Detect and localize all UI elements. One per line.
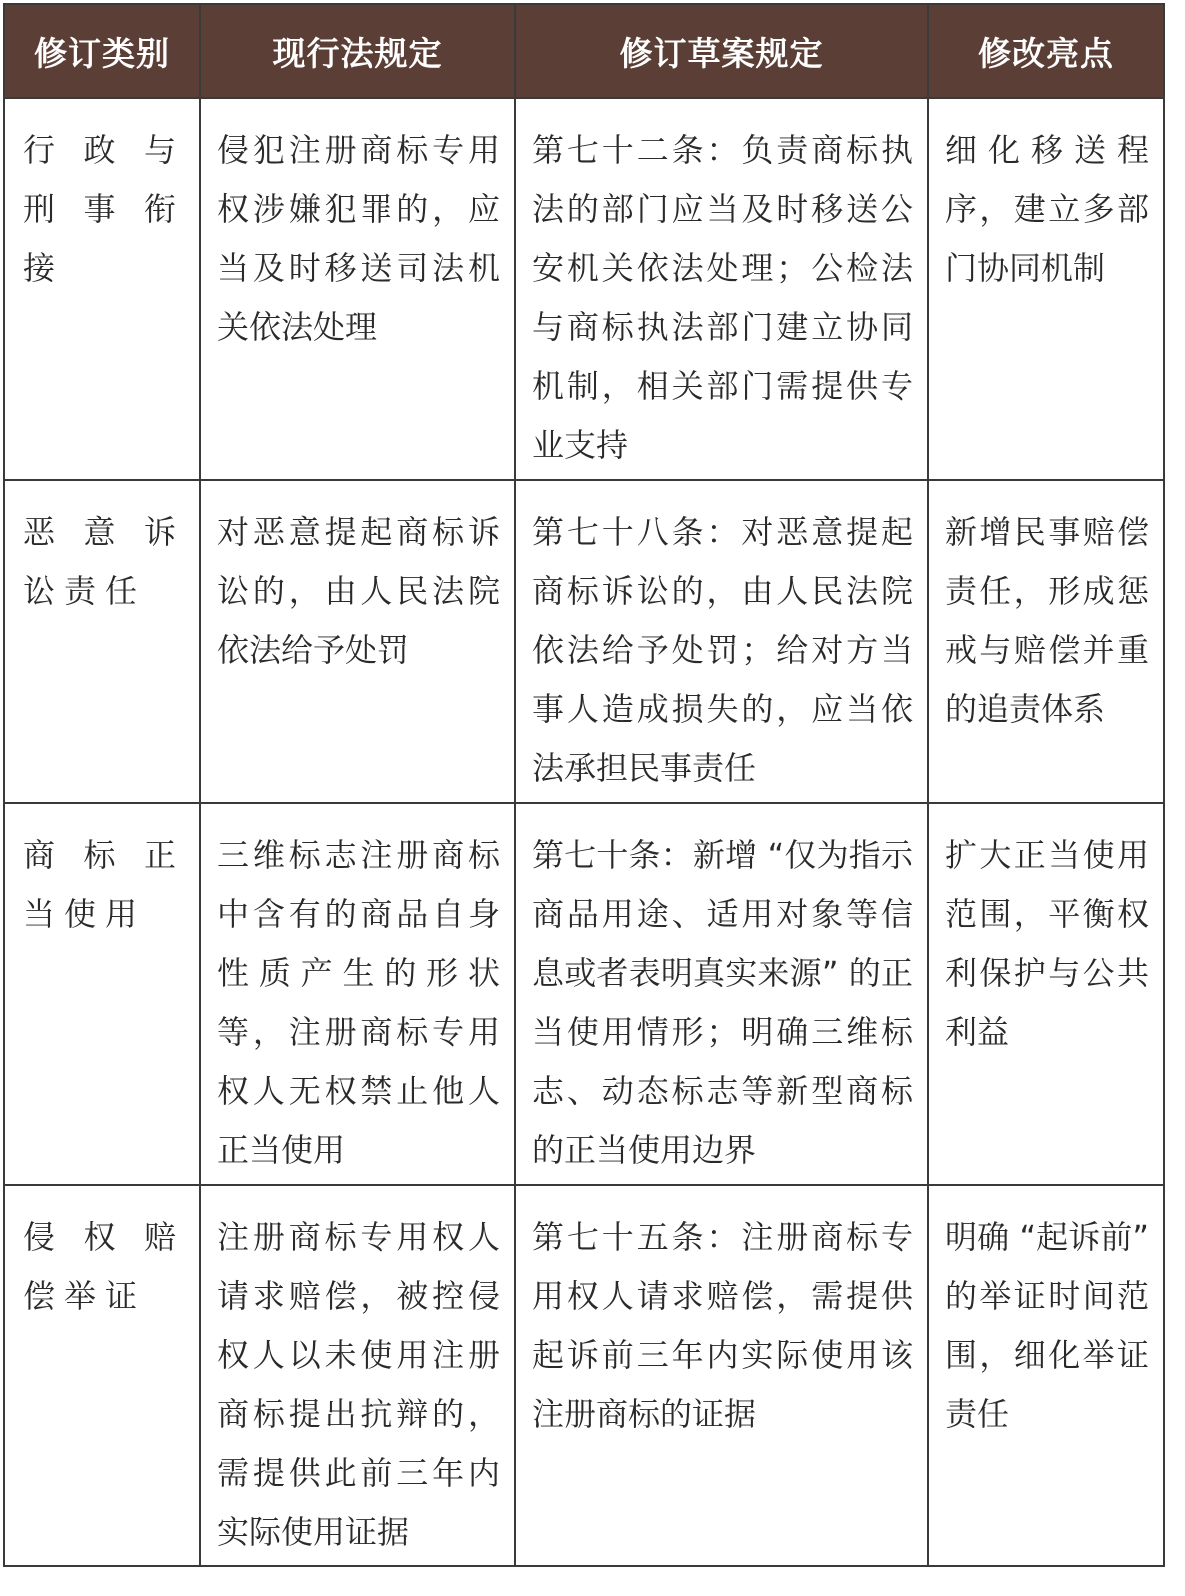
- cell-category: 商标正当使用: [4, 803, 200, 1185]
- cell-category: 侵权赔偿举证: [4, 1185, 200, 1566]
- table-row: [4, 480, 1164, 803]
- table-header: [4, 4, 1164, 98]
- cell-category: 行政与刑事衔接: [4, 98, 200, 480]
- header-highlight: 修改亮点: [928, 4, 1164, 98]
- cell-draft: 第七十条：新增 “仅为指示商品用途、适用对象等信息或者表明真实来源” 的正当使用情形；明确三维标志、动态标志等新型商标的正当使用边界: [515, 803, 928, 1185]
- header-draft: 修订草案规定: [515, 4, 928, 98]
- header-category: 修订类别: [4, 4, 200, 98]
- table-row: [4, 98, 1164, 480]
- header-row: [4, 4, 1164, 98]
- table-body: [4, 98, 1164, 1566]
- cell-current-law: 对恶意提起商标诉讼的，由人民法院依法给予处罚: [200, 480, 515, 803]
- cell-draft: 第七十八条：对恶意提起商标诉讼的，由人民法院依法给予处罚；给对方当事人造成损失的，应当依法承担民事责任: [515, 480, 928, 803]
- header-current-law: 现行法规定: [200, 4, 515, 98]
- cell-highlight: 细化移送程序，建立多部门协同机制: [928, 98, 1164, 480]
- cell-current-law: 注册商标专用权人请求赔偿，被控侵权人以未使用注册商标提出抗辩的，需提供此前三年内实际使用证据: [200, 1185, 515, 1566]
- cell-highlight: 明确 “起诉前” 的举证时间范围，细化举证责任: [928, 1185, 1164, 1566]
- cell-current-law: 侵犯注册商标专用权涉嫌犯罪的，应当及时移送司法机关依法处理: [200, 98, 515, 480]
- cell-category: 恶意诉讼责任: [4, 480, 200, 803]
- table-row: [4, 803, 1164, 1185]
- cell-draft: 第七十二条：负责商标执法的部门应当及时移送公安机关依法处理；公检法与商标执法部门建立协同机制，相关部门需提供专业支持: [515, 98, 928, 480]
- table-row: [4, 1185, 1164, 1566]
- cell-highlight: 扩大正当使用范围，平衡权利保护与公共利益: [928, 803, 1164, 1185]
- cell-draft: 第七十五条：注册商标专用权人请求赔偿，需提供起诉前三年内实际使用该注册商标的证据: [515, 1185, 928, 1566]
- cell-current-law: 三维标志注册商标中含有的商品自身性质产生的形状等，注册商标专用权人无权禁止他人正当使用: [200, 803, 515, 1185]
- cell-highlight: 新增民事赔偿责任，形成惩戒与赔偿并重的追责体系: [928, 480, 1164, 803]
- revision-comparison-table: [3, 3, 1165, 1567]
